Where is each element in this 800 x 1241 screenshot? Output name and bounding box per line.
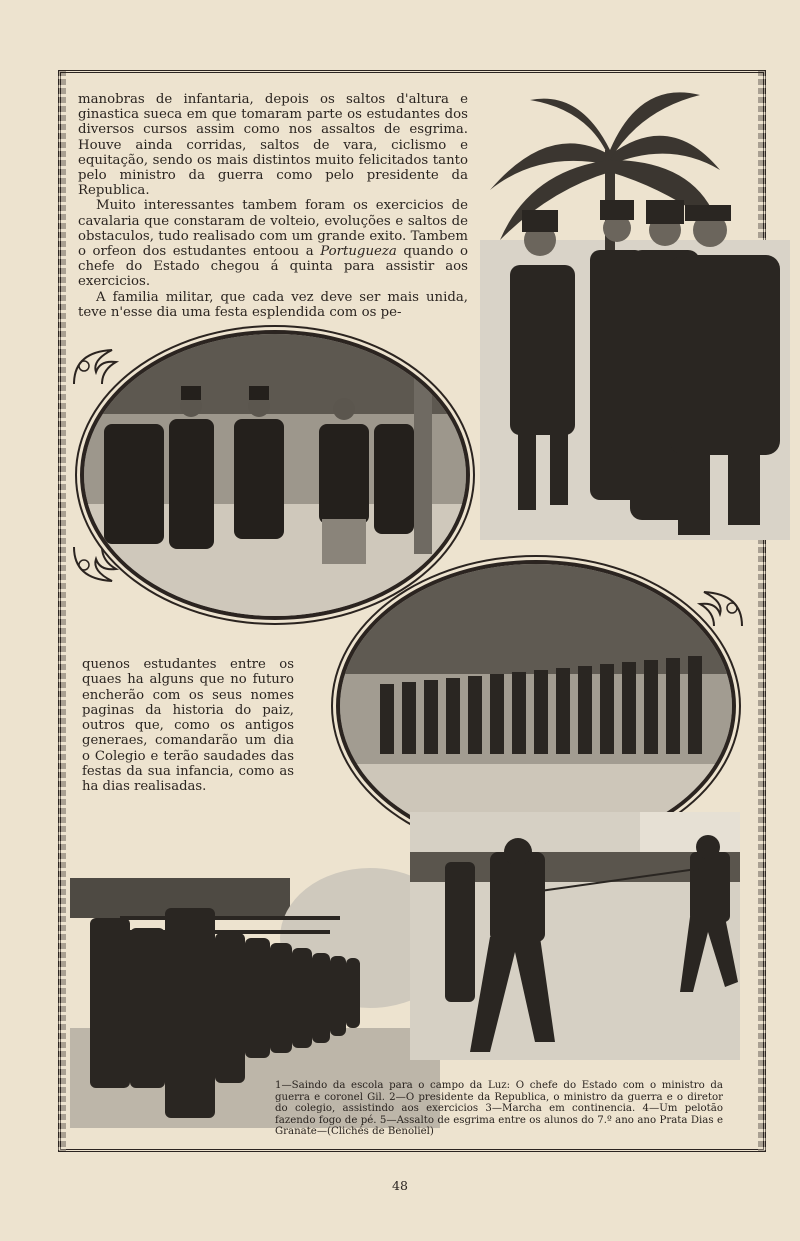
portugueza-italic: Portugueza xyxy=(320,244,397,260)
page-number: 48 xyxy=(392,1178,408,1193)
paragraph-4: quenos estudantes entre os quaes ha alguns que no futuro encherão com os seus nomes paginas da historia do paiz, outros que, como os antigos generaes, comandarão um dia o Colegio e terão saudades das festas da sua infancia, como as ha dias realisadas. xyxy=(82,657,294,795)
ornament-scroll-icon xyxy=(72,346,122,386)
photo-march-oval xyxy=(336,560,736,852)
photo-dignitaries-walking xyxy=(470,80,795,550)
frame-left-border xyxy=(58,70,66,1152)
paragraph-3: A familia militar, que cada vez deve ser mais unida, teve n'esse dia uma festa esplendida com os pe- xyxy=(78,289,468,320)
paragraph-2 xyxy=(78,198,468,289)
paragraph-2-text: Muito interessantes tambem foram os exercicios de cavalaria que constaram de volteio, evoluções e saltos de obstaculos, tudo realisado com um grande exito. Tambem o orfeon dos estudantes entoou a xyxy=(78,198,468,260)
article-text-middle xyxy=(82,657,294,795)
ornament-scroll-icon xyxy=(694,588,744,628)
photo-fencing-match xyxy=(410,812,740,1060)
photo-president-oval xyxy=(80,330,470,620)
photo-caption: 1—Saindo da escola para o campo da Luz: O chefe do Estado com o ministro da guerra e coronel Gil. 2—O presidente da Republica, o ministro da guerra e o diretor do colegio, assistindo aos exercicios 3—Marcha em continencia. 4—Um pelotão fazendo fogo de pé. 5—Assalto de esgrima entre os alunos do 7.º ano ano Prata Dias e Granate—(Clichés de Benoliel) xyxy=(275,1080,723,1138)
article-text-top xyxy=(78,92,468,320)
paragraph-2-tail: quando o chefe do Estado chegou á quinta para assistir aos exercicios. xyxy=(78,244,468,290)
paragraph-1: manobras de infantaria, depois os saltos d'altura e ginastica sueca em que tomaram parte os estudantes dos diversos cursos assim como nos assaltos de esgrima. Houve ainda corridas, saltos de vara, ciclismo e equitação, sendo os mais distintos muito felicitados tanto pelo ministro da guerra como pelo presidente da Republica. xyxy=(78,92,468,199)
